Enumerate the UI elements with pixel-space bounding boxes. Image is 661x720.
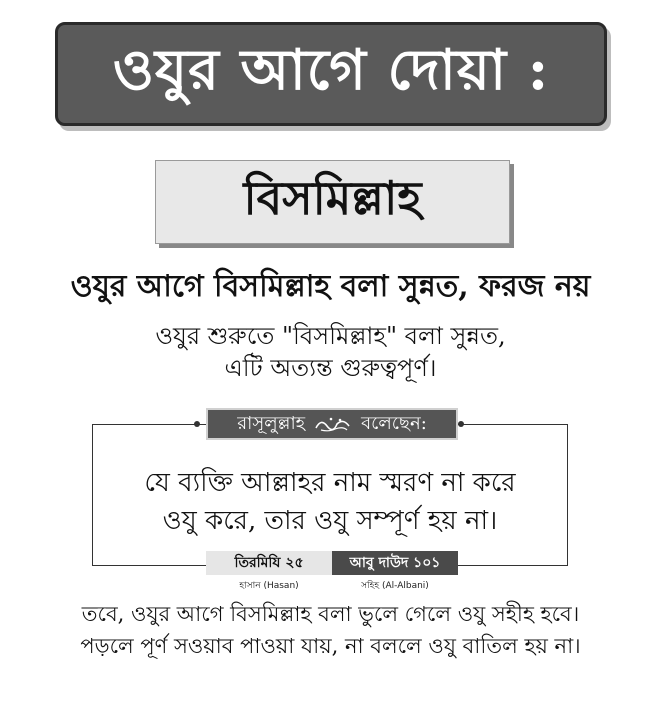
hadith-line-1: যে ব্যক্তি আল্লাহর নাম স্মরণ না করে	[144, 468, 516, 498]
headline: ওযুর আগে বিসমিল্লাহ বলা সুন্নত, ফরজ নয়	[70, 269, 591, 304]
footer-line-2: পড়লে পূর্ণ সওয়াব পাওয়া যায়, না বললে ওযু বাতিল হয় না।	[80, 634, 581, 658]
salutation-calligraphy-icon	[313, 414, 353, 434]
speaker-name: রাসূলুল্লাহ	[237, 412, 306, 434]
subtitle-line-1: ওযুর শুরুতে "বিসমিল্লাহ" বলা সুন্নত,	[155, 322, 506, 350]
page-title: ওযুর আগে দোয়া :	[112, 37, 550, 103]
frame-dot-left	[194, 421, 200, 427]
subtitle-line-2: এটি অত্যন্ত গুরুত্বপূর্ণ।	[224, 354, 437, 382]
frame-dot-right	[458, 421, 464, 427]
reference-abu-dawud: আবু দাউদ ১০১	[332, 551, 458, 575]
bismillah-text: বিসমিল্লাহ	[243, 171, 422, 225]
speaker-said: বলেছেন:	[361, 412, 427, 434]
grade-abu-dawud: সহিহ (Al-Albani)	[361, 581, 429, 591]
bismillah-box	[155, 160, 510, 244]
speaker-tag	[206, 408, 458, 440]
grade-tirmidhi: হাসান (Hasan)	[239, 581, 299, 591]
reference-tirmidhi: তিরমিযি ২৫	[206, 551, 332, 575]
footer-line-1: তবে, ওযুর আগে বিসমিল্লাহ বলা ভুলে গেলে ওযু সহীহ হবে।	[81, 602, 580, 626]
hadith-line-2: ওযু করে, তার ওযু সম্পূর্ণ হয় না।	[162, 506, 498, 536]
title-banner	[55, 22, 607, 126]
